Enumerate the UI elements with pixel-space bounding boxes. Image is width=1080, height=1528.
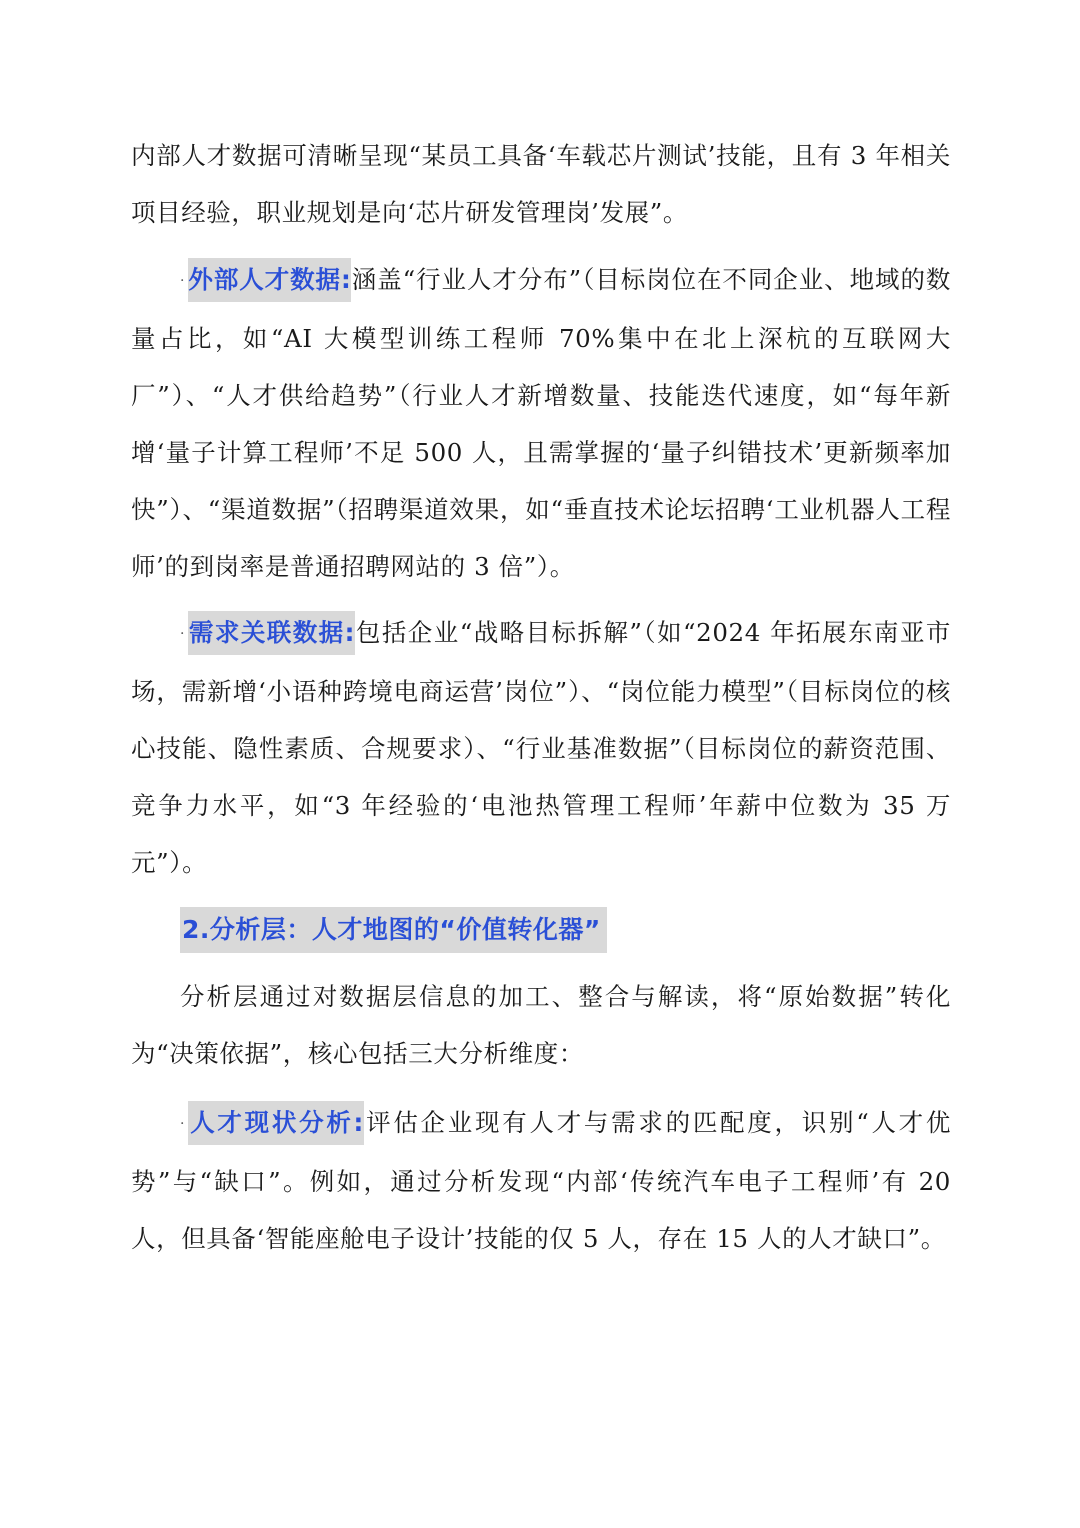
section-heading xyxy=(180,907,607,953)
paragraph-external-talent-data xyxy=(131,251,951,595)
bullet-dot: · xyxy=(180,626,186,642)
section-heading-text: 2.分析层：人才地图的“价值转化器” xyxy=(180,907,607,953)
paragraph-body: 涵盖“行业人才分布”（目标岗位在不同企业、地域的数量占比，如“AI 大模型训练工程师 70%集中在北上深杭的互联网大厂”）、“人才供给趋势”（行业人才新增数量、技能迭代速度，如“每年新增‘量子计算工程师’不足 500 人，且需掌握的‘量子纠错技术’更新频率加快”）、“渠道数据”（招聘渠道效果，如“垂直技术论坛招聘‘工业机器人工程师’的到岗率是普通招聘网站的 3 倍”）。 xyxy=(131,265,951,581)
highlight-label-external: 外部人才数据: xyxy=(188,258,351,302)
bullet-dot: · xyxy=(180,1116,186,1132)
paragraph-analysis-layer: 分析层通过对数据层信息的加工、整合与解读，将“原始数据”转化为“决策依据”，核心包括三大分析维度： xyxy=(131,982,951,1068)
paragraph-body: 评估企业现有人才与需求的匹配度，识别“人才优势”与“缺口”。例如，通过分析发现“内部‘传统汽车电子工程师’有 20 人，但具备‘智能座舱电子设计’技能的仅 5 人，存在 15 人的人才缺口”。 xyxy=(131,1108,952,1253)
paragraph-talent-status-analysis xyxy=(131,1094,951,1267)
bullet-dot: · xyxy=(180,273,186,289)
highlight-label-status: 人才现状分析: xyxy=(188,1101,364,1145)
paragraph-internal-data: 内部人才数据可清晰呈现“某员工具备‘车载芯片测试’技能，且有 3 年相关项目经验，职业规划是向‘芯片研发管理岗’发展”。 xyxy=(131,141,951,227)
highlight-label-demand: 需求关联数据: xyxy=(188,611,355,655)
paragraph-demand-related-data xyxy=(131,604,951,891)
paragraph-body: 包括企业“战略目标拆解”（如“2024 年拓展东南亚市场，需新增‘小语种跨境电商运营’岗位”）、“岗位能力模型”（目标岗位的核心技能、隐性素质、合规要求）、“行业基准数据”（目标岗位的薪资范围、竞争力水平，如“3 年经验的‘电池热管理工程师’年薪中位数为 35 万元”）。 xyxy=(131,618,951,877)
